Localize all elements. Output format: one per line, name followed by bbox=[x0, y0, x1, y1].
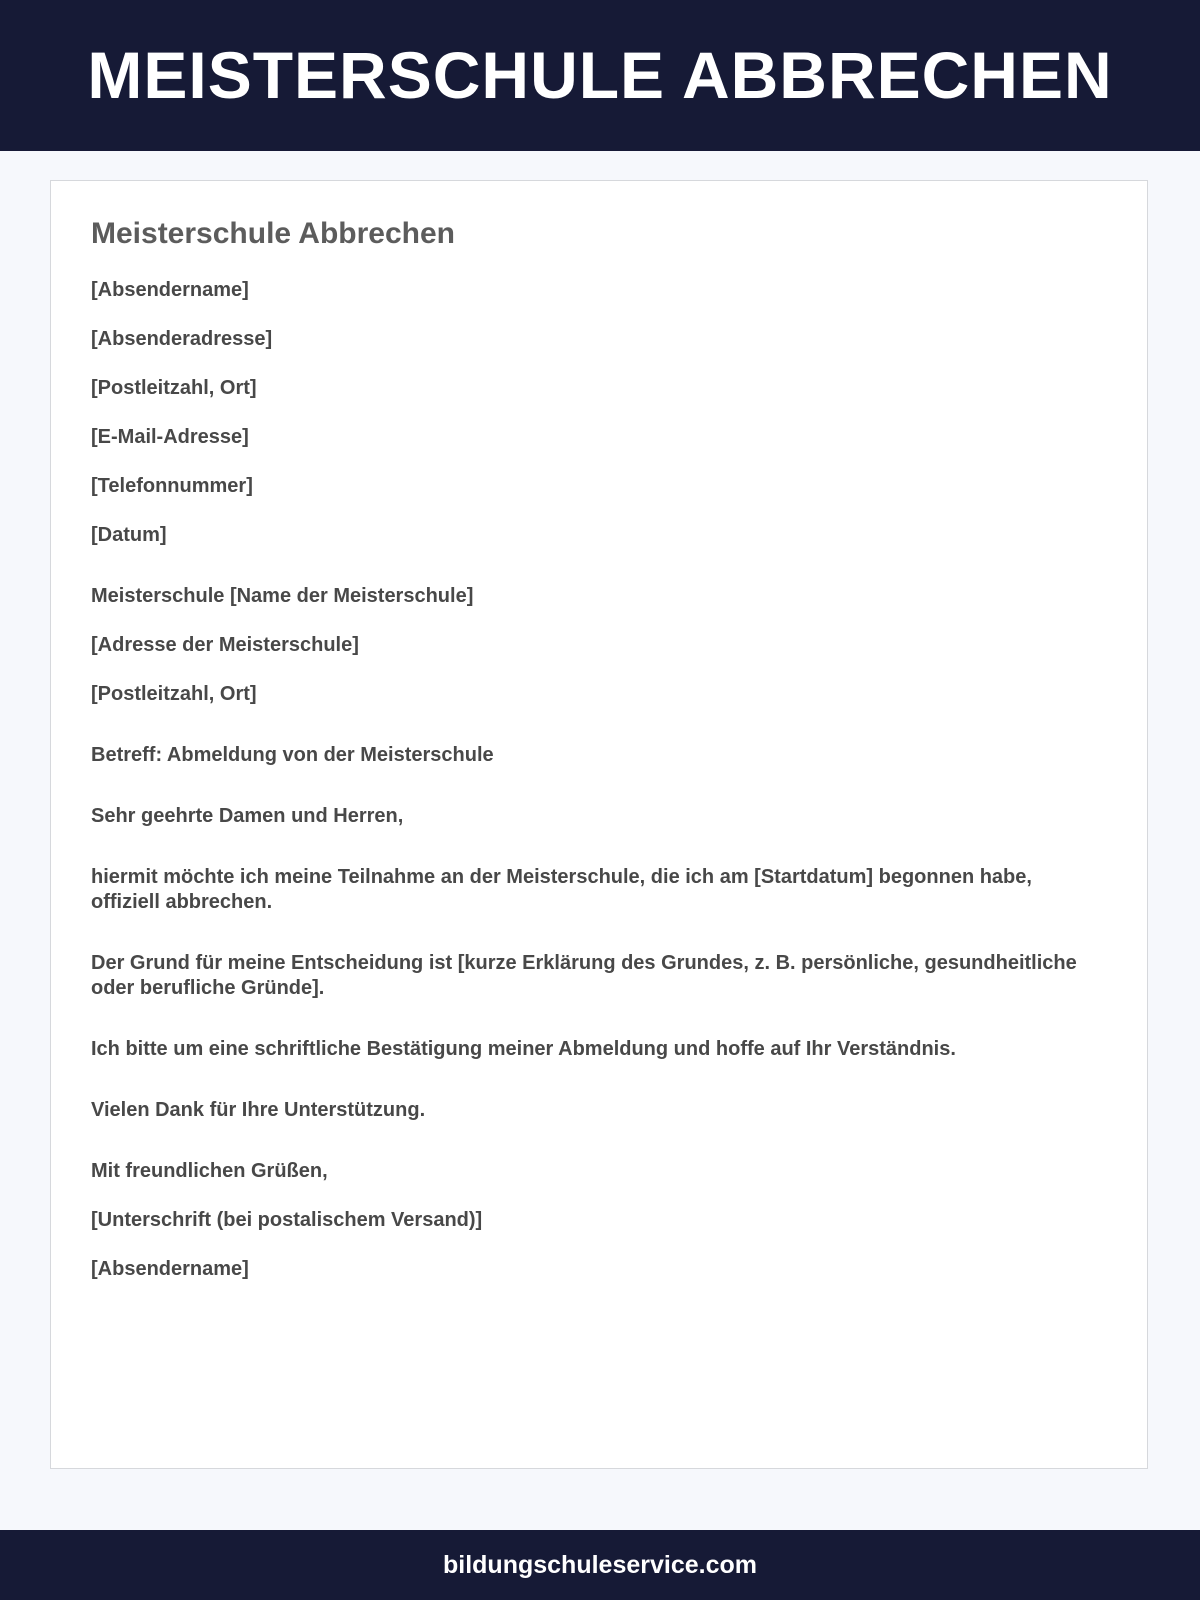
letter-closing: Mit freundlichen Grüßen, bbox=[91, 1160, 328, 1182]
banner-title: MEISTERSCHULE ABBRECHEN bbox=[87, 37, 1113, 112]
sender-phone: [Telefonnummer] bbox=[91, 475, 253, 497]
footer-banner bbox=[0, 1530, 1200, 1600]
recipient-postal-city: [Postleitzahl, Ort] bbox=[91, 683, 257, 705]
letter-card bbox=[50, 180, 1148, 1469]
sender-email: [E-Mail-Adresse] bbox=[91, 426, 249, 448]
body-paragraph: Ich bitte um eine schriftliche Bestätigung meiner Abmeldung und hoffe auf Ihr Verständnis. bbox=[91, 1038, 956, 1060]
letter-date: [Datum] bbox=[91, 524, 167, 546]
letter-title: Meisterschule Abbrechen bbox=[91, 217, 455, 250]
letter-subject: Betreff: Abmeldung von der Meisterschule bbox=[91, 744, 494, 766]
letter-salutation: Sehr geehrte Damen und Herren, bbox=[91, 805, 404, 827]
recipient-address: [Adresse der Meisterschule] bbox=[91, 634, 359, 656]
body-paragraph: Vielen Dank für Ihre Unterstützung. bbox=[91, 1099, 426, 1121]
footer-site-name: bildungschuleservice.com bbox=[443, 1550, 757, 1579]
sender-address: [Absenderadresse] bbox=[91, 328, 273, 350]
recipient-name: Meisterschule [Name der Meisterschule] bbox=[91, 585, 474, 607]
signature-name: [Absendername] bbox=[91, 1258, 249, 1280]
header-banner bbox=[0, 0, 1200, 151]
sender-postal-city: [Postleitzahl, Ort] bbox=[91, 377, 257, 399]
signature-line: [Unterschrift (bei postalischem Versand)] bbox=[91, 1209, 483, 1231]
sender-name: [Absendername] bbox=[91, 279, 249, 301]
body-paragraph: hiermit möchte ich meine Teilnahme an der Meisterschule, die ich am [Startdatum] begonnen habe, offiziell abbrechen. bbox=[91, 866, 1032, 913]
body-paragraph: Der Grund für meine Entscheidung ist [kurze Erklärung des Grundes, z. B. persönliche, gesundheitliche oder berufliche Gründe]. bbox=[91, 952, 1077, 999]
